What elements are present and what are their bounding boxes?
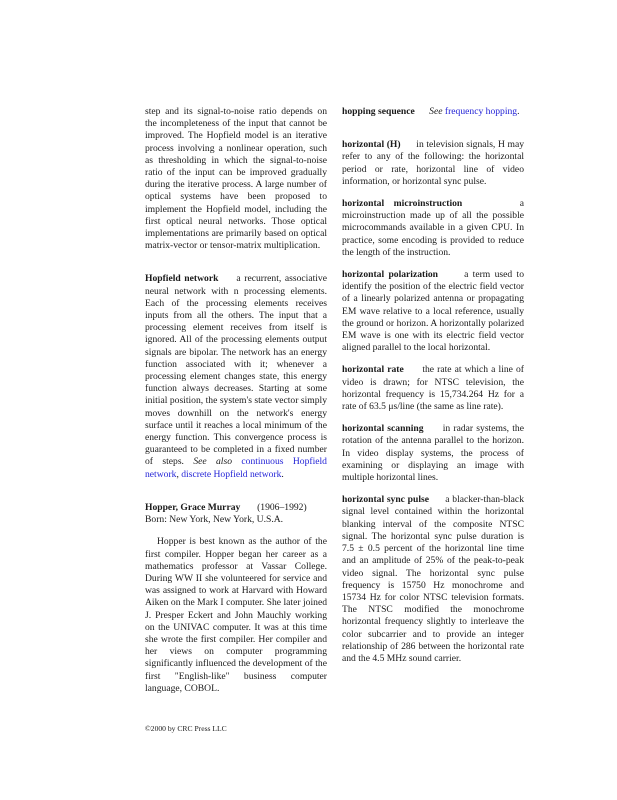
entry-horizontal-rate [342, 364, 524, 413]
entry-body: in radar systems, the rotation of the antenna parallel to the horizon. In video display systems, the process of examining or displaying an image with multiple horizontal lines. [342, 423, 524, 484]
entry-horizontal-microinstruction [342, 198, 524, 259]
separator: , [176, 468, 179, 480]
link-discrete-hopfield-network[interactable]: discrete Hopfield network [181, 468, 282, 480]
entry-born: Born: New York, New York, U.S.A. [145, 514, 284, 526]
entry-body: the rate at which a line of video is drawn; for NTSC television, the horizontal frequency is 15,734.264 Hz for a rate of 63.5 μs/line (the same as line rate). [342, 364, 525, 413]
entry-body: a blacker-than-black signal level contained within the horizontal blanking interval of the composite NTSC signal. The horizontal sync pulse duration is 7.5 ± 0.5 percent of the horizontal line time and an amplitude of 25% of the peak-to-peak video signal. The horizontal sync pulse frequency is 15750 Hz monochrome and 15734 Hz for color NTSC television formats. The NTSC modified the monochrome horizontal frequency slightly to interleave the color subcarrier and to provide an integer relationship of 286 between the horizontal rate and the 4.5 MHz sound carrier. [342, 494, 524, 664]
entry-term: horizontal rate [342, 364, 404, 376]
period: . [517, 106, 520, 117]
entry-hopper-grace-murray [145, 502, 327, 695]
period: . [281, 468, 284, 480]
entry-body: a microinstruction made up of all the possible microcommands available in a given CPU. In practice, some encoding is provided to reduce the length of the instruction. [342, 198, 525, 258]
entry-heading [145, 502, 327, 514]
entry-term: Hopfield network [145, 273, 219, 285]
left-column [145, 106, 327, 695]
see-also-label: See also [193, 456, 233, 468]
entry-term: horizontal scanning [342, 423, 424, 435]
copyright-footer: ©2000 by CRC Press LLC [145, 724, 227, 733]
entry-horizontal-sync-pulse [342, 494, 524, 665]
entry-hopping-sequence [342, 106, 524, 118]
entry-term: horizontal microinstruction [342, 198, 463, 210]
entry-term: horizontal (H) [342, 139, 401, 151]
entry-body: a recurrent, associative neural network with n processing elements. Each of the processing elements receives inputs from all the others. The input that a processing element receives from itself is ignored. All of the processing elements output signals are bipolar. The network has an energy function associated with it; whenever a processing element changes state, this energy function always decreases. Starting at some initial position, the system's state vector simply moves downhill on the network's energy surface until it reaches a local minimum of the energy function. This convergence process is guaranteed to be completed in a fixed number of steps. [145, 273, 327, 468]
entry-body: a term used to identify the position of the electric field vector of a linearly polarized antenna or propagating EM wave relative to a local reference, usually the ground or horizon. A horizontally polarized EM wave is one with its electric field vector aligned parallel to the local horizontal. [342, 269, 524, 354]
entry-term: Hopper, Grace Murray [145, 501, 241, 513]
entry-hopfield-network [145, 273, 327, 480]
see-label: See [429, 106, 443, 117]
continuation-paragraph: step and its signal-to-noise ratio depends on the incompleteness of the input that cannot be improved. The Hopfield model is an iterative process involving a nonlinear operation, such as thresholding in which the signal-to-noise ratio of the input can be improved gradually during the iterative process. A large number of optical systems have been proposed to implement the Hopfield model, including the first optical neural networks. Those optical implementations are primarily based on optical matrix-vector or tensor-matrix multiplication. [145, 106, 327, 252]
right-column [342, 106, 524, 665]
entry-horizontal-h [342, 139, 524, 188]
entry-term: horizontal polarization [342, 269, 439, 281]
entry-horizontal-scanning [342, 423, 524, 484]
entry-horizontal-polarization [342, 269, 524, 354]
link-continuous-hopfield-network[interactable]: continuous Hopfield network [145, 456, 327, 480]
entry-body: in television signals, H may refer to any of the following: the horizontal period or rate, horizontal line of video information, or horizontal sync pulse. [342, 139, 525, 187]
entry-term: hopping sequence [342, 106, 415, 117]
link-frequency-hopping[interactable]: frequency hopping [444, 106, 518, 117]
entry-body: Hopper is best known as the author of the first compiler. Hopper began her career as a mathematics professor at Vassar College. During WW II she volunteered for service and was assigned to work at Harvard with Howard Aiken on the Mark I computer. She later joined J. Presper Eckert and John Mauchly working on the UNIVAC computer. It was at this time she wrote the first compiler. Her compiler and her views on computer programming significantly influenced the development of the first "English-like" business computer language, COBOL. [145, 536, 327, 694]
entry-term: horizontal sync pulse [342, 494, 429, 506]
entry-years: (1906–1992) [257, 501, 307, 513]
